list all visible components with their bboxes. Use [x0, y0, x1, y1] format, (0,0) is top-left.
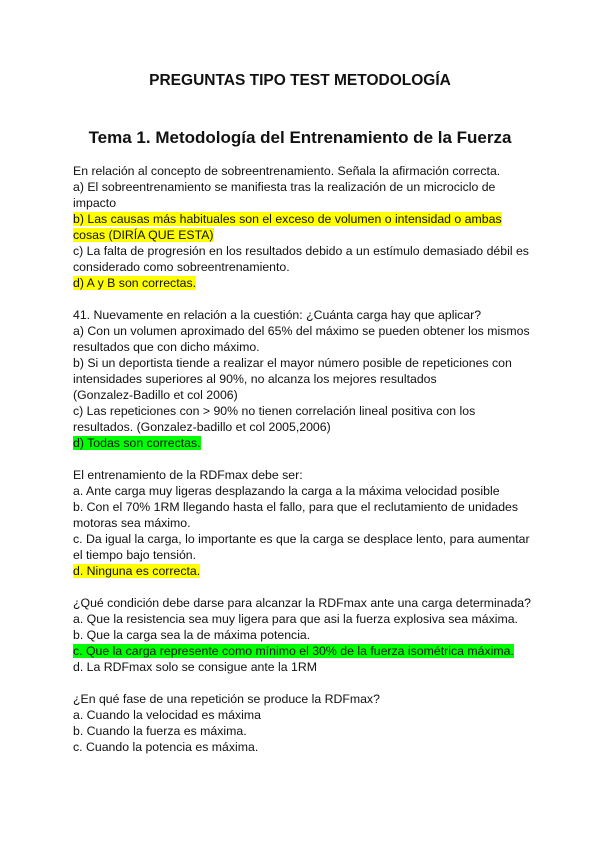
- answer-option: [73, 547, 533, 563]
- line-text: d. La RDFmax solo se consigue ante la 1RM: [73, 660, 318, 674]
- line-text: impacto: [73, 196, 117, 210]
- answer-option: [73, 403, 533, 419]
- question-list: [73, 163, 533, 771]
- highlighted-text: c. Que la carga represente como mínimo el 30% de la fuerza isométrica máxima.: [73, 644, 514, 658]
- answer-option: [73, 211, 533, 227]
- line-text: a) Con un volumen aproximado del 65% del máximo se pueden obtener los mismos: [73, 324, 530, 338]
- line-text: ¿En qué fase de una repetición se produce la RDFmax?: [73, 692, 380, 706]
- line-text: c. Da igual la carga, lo importante es que la carga se desplace lento, para aumentar: [73, 532, 530, 546]
- line-text: En relación al concepto de sobreentrenamiento. Señala la afirmación correcta.: [73, 164, 501, 178]
- line-text: a) El sobreentrenamiento se manifiesta tras la realización de un microciclo de: [73, 180, 496, 194]
- answer-option: [73, 563, 533, 579]
- line-text: El entrenamiento de la RDFmax debe ser:: [73, 468, 303, 482]
- document-title: PREGUNTAS TIPO TEST METODOLOGÍA: [149, 72, 451, 89]
- question-block: [73, 467, 533, 579]
- answer-option: [73, 195, 533, 211]
- answer-option: [73, 659, 533, 675]
- answer-option: [73, 243, 533, 259]
- line-text: ¿Qué condición debe darse para alcanzar la RDFmax ante una carga determinada?: [73, 596, 531, 610]
- answer-option: [73, 723, 533, 739]
- question-block: [73, 691, 533, 755]
- answer-option: [73, 339, 533, 355]
- highlighted-text: d) Todas son correctas.: [73, 436, 201, 450]
- question-text: [73, 467, 533, 483]
- section-title: Tema 1. Metodología del Entrenamiento de la Fuerza: [88, 128, 512, 147]
- line-text: c) La falta de progresión en los resultados debido a un estímulo demasiado débil es: [73, 244, 529, 258]
- answer-option: [73, 627, 533, 643]
- answer-option: [73, 323, 533, 339]
- question-text: [73, 595, 533, 611]
- answer-option: [73, 371, 533, 387]
- line-text: considerado como sobreentrenamiento.: [73, 260, 290, 274]
- question-block: [73, 595, 533, 675]
- answer-option: [73, 275, 533, 291]
- line-text: resultados. (Gonzalez-badillo et col 2005,2006): [73, 420, 331, 434]
- line-text: el tiempo bajo tensión.: [73, 548, 197, 562]
- line-text: b. Que la carga sea la de máxima potencia.: [73, 628, 311, 642]
- highlighted-text: d) A y B son correctas.: [73, 276, 197, 290]
- answer-option: [73, 707, 533, 723]
- line-text: a. Cuando la velocidad es máxima: [73, 708, 261, 722]
- line-text: c) Las repeticiones con > 90% no tienen correlación lineal positiva con los: [73, 404, 476, 418]
- answer-option: [73, 611, 533, 627]
- answer-option: [73, 515, 533, 531]
- answer-option: [73, 435, 533, 451]
- question-text: [73, 691, 533, 707]
- highlighted-text: b) Las causas más habituales son el exceso de volumen o intensidad o ambas: [73, 212, 502, 226]
- highlighted-text: d. Ninguna es correcta.: [73, 564, 201, 578]
- question-text: [73, 163, 533, 179]
- answer-option: [73, 643, 533, 659]
- answer-option: [73, 179, 533, 195]
- answer-option: [73, 739, 533, 755]
- answer-option: [73, 499, 533, 515]
- question-block: [73, 163, 533, 291]
- highlighted-text: cosas (DIRÍA QUE ESTA): [73, 228, 214, 242]
- question-block: [73, 307, 533, 451]
- line-text: b. Cuando la fuerza es máxima.: [73, 724, 247, 738]
- answer-option: [73, 531, 533, 547]
- line-text: b. Con el 70% 1RM llegando hasta el fallo, para que el reclutamiento de unidades: [73, 500, 519, 514]
- line-text: (Gonzalez-Badillo et col 2006): [73, 388, 238, 402]
- line-text: a. Ante carga muy ligeras desplazando la carga a la máxima velocidad posible: [73, 484, 500, 498]
- answer-option: [73, 387, 533, 403]
- line-text: a. Que la resistencia sea muy ligera para que asi la fuerza explosiva sea máxima.: [73, 612, 518, 626]
- answer-option: [73, 419, 533, 435]
- answer-option: [73, 483, 533, 499]
- answer-option: [73, 259, 533, 275]
- answer-option: [73, 227, 533, 243]
- line-text: intensidades superiores al 90%, no alcanza los mejores resultados: [73, 372, 437, 386]
- line-text: c. Cuando la potencia es máxima.: [73, 740, 259, 754]
- answer-option: [73, 355, 533, 371]
- question-text: [73, 307, 533, 323]
- line-text: resultados que con dicho máximo.: [73, 340, 260, 354]
- line-text: b) Si un deportista tiende a realizar el mayor número posible de repeticiones con: [73, 356, 512, 370]
- line-text: motoras sea máximo.: [73, 516, 191, 530]
- line-text: 41. Nuevamente en relación a la cuestión: ¿Cuánta carga hay que aplicar?: [73, 308, 482, 322]
